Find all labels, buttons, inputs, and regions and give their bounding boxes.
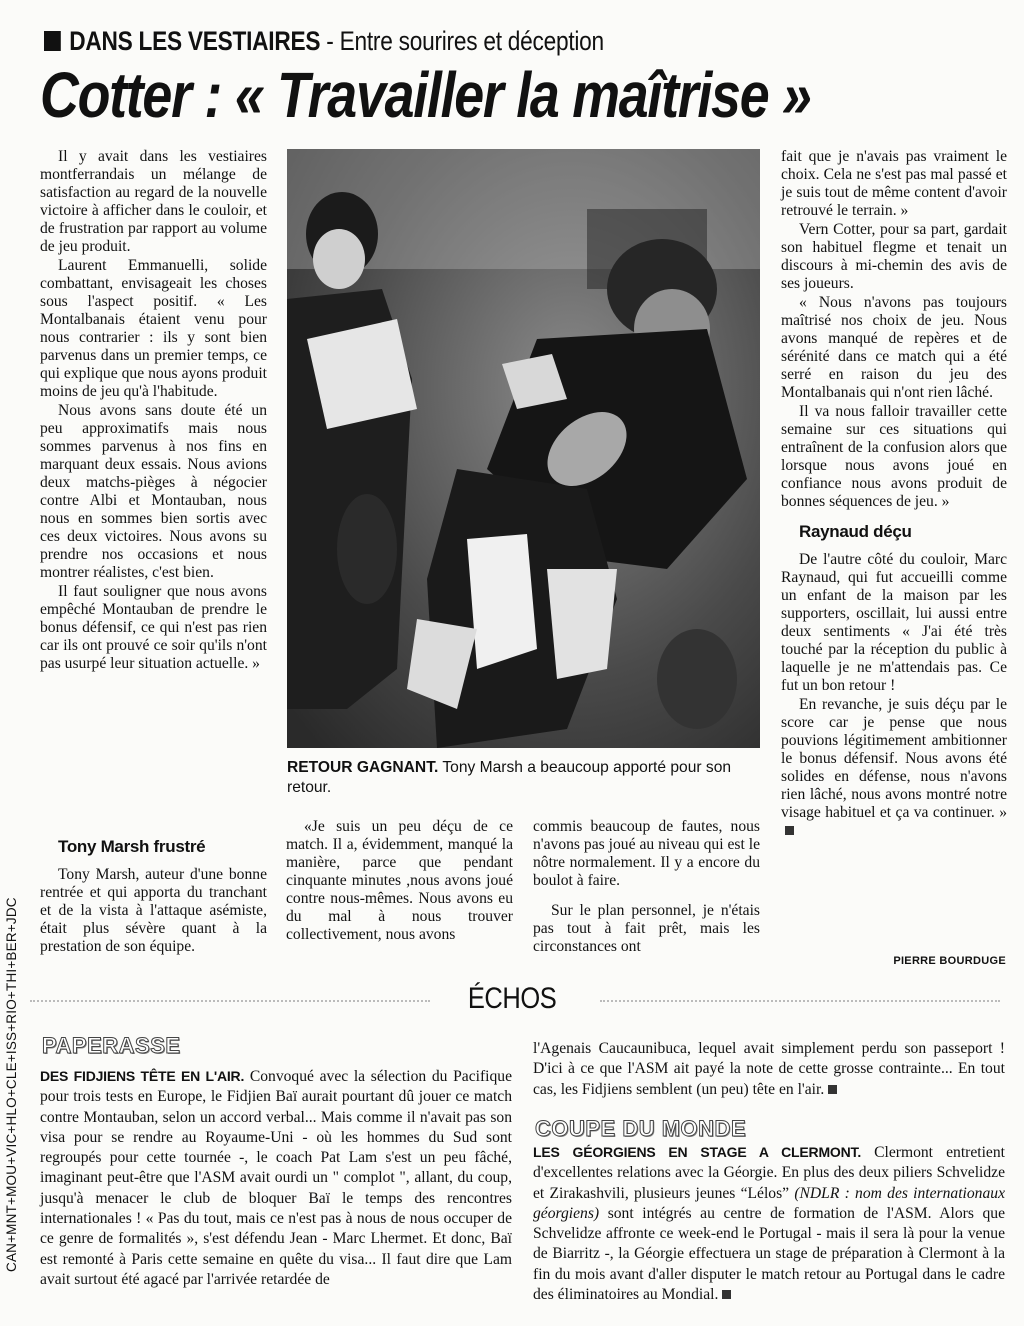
paragraph: Sur le plan personnel, je n'étais pas tout à fait prêt, mais les circonstances ont [533, 902, 760, 955]
headline: Cotter : « Travailler la maîtrise » [40, 59, 811, 131]
article-column-2a [286, 818, 513, 945]
paragraph: Tony Marsh, auteur d'une bonne rentrée et qui apporta du tranchant et de la vista à l'attaque asémiste, était plus sévère quant à la prestation de son équipe. [40, 866, 267, 955]
echo-lead: DES FIDJIENS TÊTE EN L'AIR. [40, 1068, 245, 1084]
paragraph: Nous avons sans doute été un peu approximatifs mais nous sommes parvenus à nos fins en marquant deux essais. Nous avions deux matchs-pièges à négocier contre Albi et Montauban, nous nous en sommes bien sortis avec ces deux victoires. Nous avons su prendre nos occasions et nous montrer réalistes, c'est bien. [40, 402, 267, 581]
echos-title-text: ÉCHOS [467, 982, 557, 1015]
paragraph-text: En revanche, je suis déçu par le score car je pense que nous pouvions légitimement ambitionner le bonus défensif. Nous avons été solides en défense, nous n'avons rien lâché, nous avons montré notre visage habituel et ça va continuer. » [781, 696, 1007, 821]
rugby-players-image [287, 149, 760, 748]
subheading-tony-marsh: Tony Marsh frustré [58, 837, 206, 856]
photo-caption [287, 758, 762, 798]
echo-paperasse [40, 1066, 512, 1290]
section-title-coupe-du-monde: COUPE DU MONDE [535, 1116, 747, 1141]
paragraph: « Nous n'avons pas toujours maîtrisé nos choix de jeu. Nous avons manqué de repères et de sérénité dans ce match qui a été serré en raison du jeu des Montalbanais qui n'ont rien lâché. [781, 294, 1007, 401]
bullet-square-icon [44, 31, 61, 51]
paragraph: De l'autre côté du couloir, Marc Raynaud, qui fut accueilli comme un enfant de la maison par les supporters, oscillait, lui aussi entre deux sentiments « J'ai été très touché par la réception du public à laquelle je ne m'attendais pas. Ce fut un bon retour ! [781, 551, 1007, 694]
kicker-rest: - Entre sourires et déception [320, 26, 604, 56]
kicker-bold: DANS LES VESTIAIRES [69, 26, 321, 56]
end-square-icon [722, 1290, 731, 1299]
paragraph: «Je suis un peu déçu de ce match. Il a, évidemment, manqué la manière, parce que pendant cinquante minutes ,nous avons joué contre nous-mêmes. Nous avons eu du mal à nous trouver collectivement, nous avons [286, 818, 513, 943]
echo-text: Clermont entretient d'excellentes relations avec la Géorgie. En plus des deux piliers Schvelidze et Zirakashvili, plusieurs jeunes “Lélos” [533, 1144, 1005, 1202]
rugby-photo [287, 149, 760, 748]
article-column-2b [533, 818, 760, 957]
caption-lead: RETOUR GAGNANT. [287, 759, 439, 776]
edition-codes: CAN+MNT+MOU+VIC+HLO+CLE+ISS+RIO+THI+BER+JDC [4, 897, 19, 1272]
article-column-3 [781, 148, 1007, 841]
paragraph: Il faut souligner que nous avons empêché Montauban de prendre le bonus défensif, ce qui n'est pas rien car ils ont prouvé ce soir qu'ils n'ont pas usurpé leur situation actuelle. » [40, 583, 267, 672]
echos-title [0, 982, 1024, 1016]
end-square-icon [828, 1085, 837, 1094]
echo-text: sont intégrés au centre de formation de l'ASM. Alors que Schvelidze affronte ce week-end le Portugal - mais il sera là pour la venue de Biarritz -, la Géorgie effectuera un stage de préparation à Clermont à la fin du mois avant d'aller disputer le match retour au Portugal dans le cadre des éliminatoires au Mondial. [533, 1204, 1005, 1304]
paragraph: Laurent Emmanuelli, solide combattant, envisageait les choses sous l'aspect positif. « Les Montalbanais étaient venu pour nous contrarier : ils y sont bien parvenus dans un premier temps, ce qui explique que nous ayons produit moins de jeu qu'à l'habitude. [40, 257, 267, 400]
echo-coupe-du-monde [533, 1142, 1005, 1305]
section-title-paperasse: PAPERASSE [42, 1033, 181, 1058]
paragraph: Il va nous falloir travailler cette semaine sur ces situations qui entraînent de la confusion alors que lorsque nous avons joué en confiance nous avons produit de bonnes séquences de jeu. » [781, 403, 1007, 510]
paragraph [781, 696, 1007, 840]
end-square-icon [785, 826, 794, 835]
paragraph: commis beaucoup de fautes, nous n'avons pas joué au niveau qui est le nôtre normalement. Il y a encore du boulot à faire. [533, 818, 760, 889]
byline: PIERRE BOURDUGE [893, 955, 1006, 967]
article-column-1 [40, 148, 267, 674]
echo-paperasse-cont [533, 1039, 1005, 1100]
paragraph: Il y avait dans les vestiaires montferrandais un mélange de satisfaction au regard de la nouvelle victoire à afficher dans le couloir, et de frustration par rapport au volume de jeu produit. [40, 148, 267, 255]
paragraph: fait que je n'avais pas vraiment le choix. Cela ne s'est pas mal passé et je suis tout de même content d'avoir retrouvé le terrain. » [781, 148, 1007, 219]
subheading-raynaud: Raynaud déçu [799, 522, 912, 541]
echo-note: (NDLR : nom des internationaux géorgiens) [533, 1184, 1005, 1222]
echo-lead: LES GÉORGIENS EN STAGE A CLERMONT. [533, 1144, 862, 1160]
paragraph: Vern Cotter, pour sa part, gardait son habituel flegme et tenait un discours à mi-chemin des avis de ses joueurs. [781, 221, 1007, 292]
echo-text: Convoqué avec la sélection du Pacifique pour trois tests en Europe, le Fidjien Baï aurait pourtant dû jouer ce match contre Montauban, selon un accord verbal... Mais comme il n'avait pas son visa pour se rendre au Royaume-Uni - où les hommes du Sud sont regroupés pour cette tournée -, le coach Pat Lam s'est un peu fâché, imaginant peut-être que l'ASM avait ourdi un " complot ", allant, du coup, jusqu'à menacer le club de bloquer Baï le temps des rencontres internationales ! « Pas du tout, mais ce n'est pas à nous de nous occuper de ce genre de formalités », s'est défendu Jean - Marc Lhermet. Et donc, Baï est remonté à Paris cette semaine en quête du visa... Il faut dire que Lam avait surtout été agacé par l'arrivée retardée de [40, 1068, 512, 1288]
echo-text: l'Agenais Caucaunibuca, lequel avait simplement perdu son passeport ! D'ici à ce que l'ASM ait payé la note de cette grosse contrainte... En tout cas, les Fidjiens semblent (un peu) tête en l'air. [533, 1040, 1005, 1098]
caption-text: Tony Marsh a beaucoup apporté pour son retour. [287, 759, 732, 796]
article-column-1-bottom [40, 826, 267, 957]
